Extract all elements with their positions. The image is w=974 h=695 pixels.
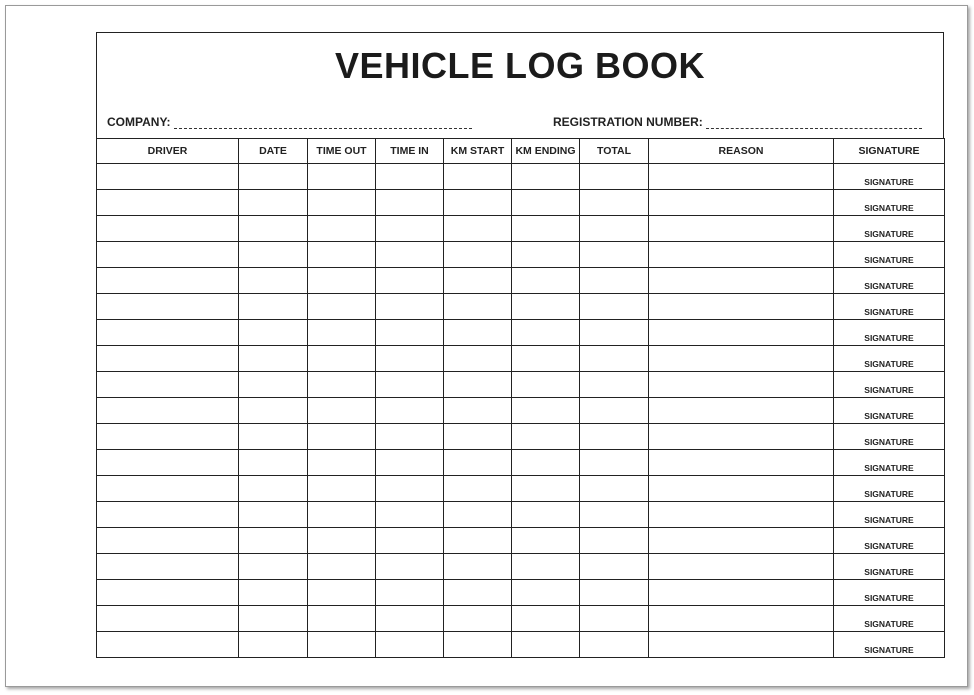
- km-start-cell[interactable]: [444, 320, 512, 346]
- company-label: COMPANY:: [107, 115, 171, 129]
- column-header-total: TOTAL: [580, 139, 649, 164]
- signature-cell[interactable]: SIGNATURE: [834, 346, 945, 372]
- time-in-cell[interactable]: [376, 450, 444, 476]
- driver-cell[interactable]: [97, 476, 239, 502]
- total-cell[interactable]: [580, 580, 649, 606]
- signature-cell[interactable]: SIGNATURE: [834, 320, 945, 346]
- km-start-cell[interactable]: [444, 606, 512, 632]
- table-row: [97, 164, 945, 190]
- column-header-km-start: KM START: [444, 139, 512, 164]
- company-field: [107, 115, 472, 129]
- km-ending-cell[interactable]: [512, 372, 580, 398]
- time-out-cell[interactable]: [308, 268, 376, 294]
- time-in-cell[interactable]: [376, 606, 444, 632]
- table-row: [97, 580, 945, 606]
- driver-cell[interactable]: [97, 632, 239, 658]
- driver-cell[interactable]: [97, 268, 239, 294]
- km-ending-cell[interactable]: [512, 424, 580, 450]
- date-cell[interactable]: [239, 372, 308, 398]
- km-ending-cell[interactable]: [512, 294, 580, 320]
- date-cell[interactable]: [239, 502, 308, 528]
- reason-cell[interactable]: [649, 320, 834, 346]
- reason-cell[interactable]: [649, 580, 834, 606]
- table-row: [97, 606, 945, 632]
- km-start-cell[interactable]: [444, 372, 512, 398]
- km-ending-cell[interactable]: [512, 528, 580, 554]
- table-row: [97, 216, 945, 242]
- total-cell[interactable]: [580, 554, 649, 580]
- time-out-cell[interactable]: [308, 346, 376, 372]
- time-in-cell[interactable]: [376, 398, 444, 424]
- km-start-cell[interactable]: [444, 580, 512, 606]
- km-ending-cell[interactable]: [512, 346, 580, 372]
- time-in-cell[interactable]: [376, 580, 444, 606]
- table-row: [97, 190, 945, 216]
- reason-cell[interactable]: [649, 346, 834, 372]
- reason-cell[interactable]: [649, 528, 834, 554]
- km-start-cell[interactable]: [444, 346, 512, 372]
- total-cell[interactable]: [580, 294, 649, 320]
- date-cell[interactable]: [239, 606, 308, 632]
- total-cell[interactable]: [580, 398, 649, 424]
- time-out-cell[interactable]: [308, 606, 376, 632]
- time-in-cell[interactable]: [376, 632, 444, 658]
- time-in-cell[interactable]: [376, 502, 444, 528]
- signature-cell[interactable]: SIGNATURE: [834, 476, 945, 502]
- driver-cell[interactable]: [97, 606, 239, 632]
- reason-cell[interactable]: [649, 398, 834, 424]
- driver-cell[interactable]: [97, 502, 239, 528]
- registration-field: [553, 115, 922, 129]
- company-blank-line[interactable]: [174, 117, 472, 129]
- total-cell[interactable]: [580, 450, 649, 476]
- registration-blank-line[interactable]: [706, 117, 922, 129]
- signature-cell[interactable]: SIGNATURE: [834, 164, 945, 190]
- time-out-cell[interactable]: [308, 580, 376, 606]
- km-start-cell[interactable]: [444, 164, 512, 190]
- table-row: [97, 450, 945, 476]
- total-cell[interactable]: [580, 606, 649, 632]
- total-cell[interactable]: [580, 632, 649, 658]
- reason-cell[interactable]: [649, 242, 834, 268]
- signature-cell[interactable]: SIGNATURE: [834, 216, 945, 242]
- date-cell[interactable]: [239, 554, 308, 580]
- km-ending-cell[interactable]: [512, 320, 580, 346]
- driver-cell[interactable]: [97, 528, 239, 554]
- registration-label: REGISTRATION NUMBER:: [553, 115, 703, 129]
- date-cell[interactable]: [239, 242, 308, 268]
- time-in-cell[interactable]: [376, 294, 444, 320]
- driver-cell[interactable]: [97, 372, 239, 398]
- km-start-cell[interactable]: [444, 502, 512, 528]
- km-ending-cell[interactable]: [512, 242, 580, 268]
- driver-cell[interactable]: [97, 580, 239, 606]
- km-start-cell[interactable]: [444, 216, 512, 242]
- date-cell[interactable]: [239, 580, 308, 606]
- time-in-cell[interactable]: [376, 346, 444, 372]
- km-ending-cell[interactable]: [512, 606, 580, 632]
- column-header-time-out: TIME OUT: [308, 139, 376, 164]
- time-out-cell[interactable]: [308, 476, 376, 502]
- reason-cell[interactable]: [649, 554, 834, 580]
- km-ending-cell[interactable]: [512, 502, 580, 528]
- time-out-cell[interactable]: [308, 502, 376, 528]
- driver-cell[interactable]: [97, 450, 239, 476]
- km-start-cell[interactable]: [444, 528, 512, 554]
- column-header-date: DATE: [239, 139, 308, 164]
- date-cell[interactable]: [239, 450, 308, 476]
- time-out-cell[interactable]: [308, 554, 376, 580]
- time-in-cell[interactable]: [376, 528, 444, 554]
- time-out-cell[interactable]: [308, 190, 376, 216]
- column-header-driver: DRIVER: [97, 139, 239, 164]
- reason-cell[interactable]: [649, 190, 834, 216]
- driver-cell[interactable]: [97, 190, 239, 216]
- date-cell[interactable]: [239, 164, 308, 190]
- driver-cell[interactable]: [97, 320, 239, 346]
- signature-cell[interactable]: SIGNATURE: [834, 632, 945, 658]
- time-in-cell[interactable]: [376, 554, 444, 580]
- km-ending-cell[interactable]: [512, 632, 580, 658]
- time-in-cell[interactable]: [376, 164, 444, 190]
- signature-cell[interactable]: SIGNATURE: [834, 450, 945, 476]
- reason-cell[interactable]: [649, 606, 834, 632]
- reason-cell[interactable]: [649, 268, 834, 294]
- form-header: [96, 32, 944, 138]
- signature-cell[interactable]: SIGNATURE: [834, 372, 945, 398]
- date-cell[interactable]: [239, 476, 308, 502]
- total-cell[interactable]: [580, 528, 649, 554]
- signature-cell[interactable]: SIGNATURE: [834, 528, 945, 554]
- km-ending-cell[interactable]: [512, 216, 580, 242]
- table-row: [97, 398, 945, 424]
- time-in-cell[interactable]: [376, 372, 444, 398]
- total-cell[interactable]: [580, 216, 649, 242]
- km-ending-cell[interactable]: [512, 190, 580, 216]
- signature-cell[interactable]: SIGNATURE: [834, 398, 945, 424]
- time-out-cell[interactable]: [308, 242, 376, 268]
- table-row: [97, 554, 945, 580]
- time-in-cell[interactable]: [376, 320, 444, 346]
- time-in-cell[interactable]: [376, 242, 444, 268]
- driver-cell[interactable]: [97, 424, 239, 450]
- km-start-cell[interactable]: [444, 476, 512, 502]
- time-out-cell[interactable]: [308, 320, 376, 346]
- table-row: [97, 320, 945, 346]
- driver-cell[interactable]: [97, 242, 239, 268]
- km-ending-cell[interactable]: [512, 580, 580, 606]
- km-ending-cell[interactable]: [512, 554, 580, 580]
- table-row: [97, 528, 945, 554]
- time-out-cell[interactable]: [308, 164, 376, 190]
- total-cell[interactable]: [580, 424, 649, 450]
- reason-cell[interactable]: [649, 294, 834, 320]
- time-out-cell[interactable]: [308, 424, 376, 450]
- total-cell[interactable]: [580, 190, 649, 216]
- column-header-signature: SIGNATURE: [834, 139, 945, 164]
- signature-cell[interactable]: SIGNATURE: [834, 268, 945, 294]
- time-in-cell[interactable]: [376, 268, 444, 294]
- date-cell[interactable]: [239, 528, 308, 554]
- driver-cell[interactable]: [97, 294, 239, 320]
- time-out-cell[interactable]: [308, 216, 376, 242]
- table-row: [97, 632, 945, 658]
- date-cell[interactable]: [239, 424, 308, 450]
- km-start-cell[interactable]: [444, 190, 512, 216]
- table-row: [97, 372, 945, 398]
- table-row: [97, 502, 945, 528]
- signature-cell[interactable]: SIGNATURE: [834, 554, 945, 580]
- km-start-cell[interactable]: [444, 424, 512, 450]
- total-cell[interactable]: [580, 320, 649, 346]
- total-cell[interactable]: [580, 502, 649, 528]
- km-ending-cell[interactable]: [512, 268, 580, 294]
- column-header-time-in: TIME IN: [376, 139, 444, 164]
- total-cell[interactable]: [580, 268, 649, 294]
- table-row: [97, 242, 945, 268]
- km-ending-cell[interactable]: [512, 450, 580, 476]
- table-row: [97, 476, 945, 502]
- date-cell[interactable]: [239, 398, 308, 424]
- time-out-cell[interactable]: [308, 632, 376, 658]
- table-row: [97, 268, 945, 294]
- time-out-cell[interactable]: [308, 450, 376, 476]
- date-cell[interactable]: [239, 294, 308, 320]
- table-row: [97, 424, 945, 450]
- km-start-cell[interactable]: [444, 398, 512, 424]
- reason-cell[interactable]: [649, 502, 834, 528]
- total-cell[interactable]: [580, 372, 649, 398]
- signature-cell[interactable]: SIGNATURE: [834, 294, 945, 320]
- reason-cell[interactable]: [649, 450, 834, 476]
- time-in-cell[interactable]: [376, 476, 444, 502]
- signature-cell[interactable]: SIGNATURE: [834, 242, 945, 268]
- km-start-cell[interactable]: [444, 450, 512, 476]
- total-cell[interactable]: [580, 164, 649, 190]
- km-ending-cell[interactable]: [512, 398, 580, 424]
- driver-cell[interactable]: [97, 554, 239, 580]
- time-out-cell[interactable]: [308, 528, 376, 554]
- signature-cell[interactable]: SIGNATURE: [834, 502, 945, 528]
- page-title: VEHICLE LOG BOOK: [334, 45, 706, 86]
- km-start-cell[interactable]: [444, 632, 512, 658]
- km-ending-cell[interactable]: [512, 164, 580, 190]
- time-out-cell[interactable]: [308, 372, 376, 398]
- column-header-km-ending: KM ENDING: [512, 139, 580, 164]
- signature-cell[interactable]: SIGNATURE: [834, 190, 945, 216]
- date-cell[interactable]: [239, 632, 308, 658]
- total-cell[interactable]: [580, 476, 649, 502]
- reason-cell[interactable]: [649, 424, 834, 450]
- reason-cell[interactable]: [649, 372, 834, 398]
- reason-cell[interactable]: [649, 216, 834, 242]
- km-start-cell[interactable]: [444, 554, 512, 580]
- signature-cell[interactable]: SIGNATURE: [834, 424, 945, 450]
- time-out-cell[interactable]: [308, 398, 376, 424]
- driver-cell[interactable]: [97, 346, 239, 372]
- driver-cell[interactable]: [97, 398, 239, 424]
- date-cell[interactable]: [239, 346, 308, 372]
- driver-cell[interactable]: [97, 216, 239, 242]
- total-cell[interactable]: [580, 346, 649, 372]
- km-start-cell[interactable]: [444, 294, 512, 320]
- date-cell[interactable]: [239, 190, 308, 216]
- time-out-cell[interactable]: [308, 294, 376, 320]
- table-row: [97, 346, 945, 372]
- total-cell[interactable]: [580, 242, 649, 268]
- km-start-cell[interactable]: [444, 268, 512, 294]
- date-cell[interactable]: [239, 268, 308, 294]
- signature-cell[interactable]: SIGNATURE: [834, 580, 945, 606]
- table-row: [97, 294, 945, 320]
- table-body: [97, 164, 945, 658]
- date-cell[interactable]: [239, 216, 308, 242]
- time-in-cell[interactable]: [376, 424, 444, 450]
- reason-cell[interactable]: [649, 476, 834, 502]
- reason-cell[interactable]: [649, 632, 834, 658]
- column-header-reason: REASON: [649, 139, 834, 164]
- driver-cell[interactable]: [97, 164, 239, 190]
- date-cell[interactable]: [239, 320, 308, 346]
- signature-cell[interactable]: SIGNATURE: [834, 606, 945, 632]
- km-start-cell[interactable]: [444, 242, 512, 268]
- km-ending-cell[interactable]: [512, 476, 580, 502]
- time-in-cell[interactable]: [376, 190, 444, 216]
- reason-cell[interactable]: [649, 164, 834, 190]
- log-table: [96, 138, 945, 658]
- table-header-row: [97, 139, 945, 164]
- time-in-cell[interactable]: [376, 216, 444, 242]
